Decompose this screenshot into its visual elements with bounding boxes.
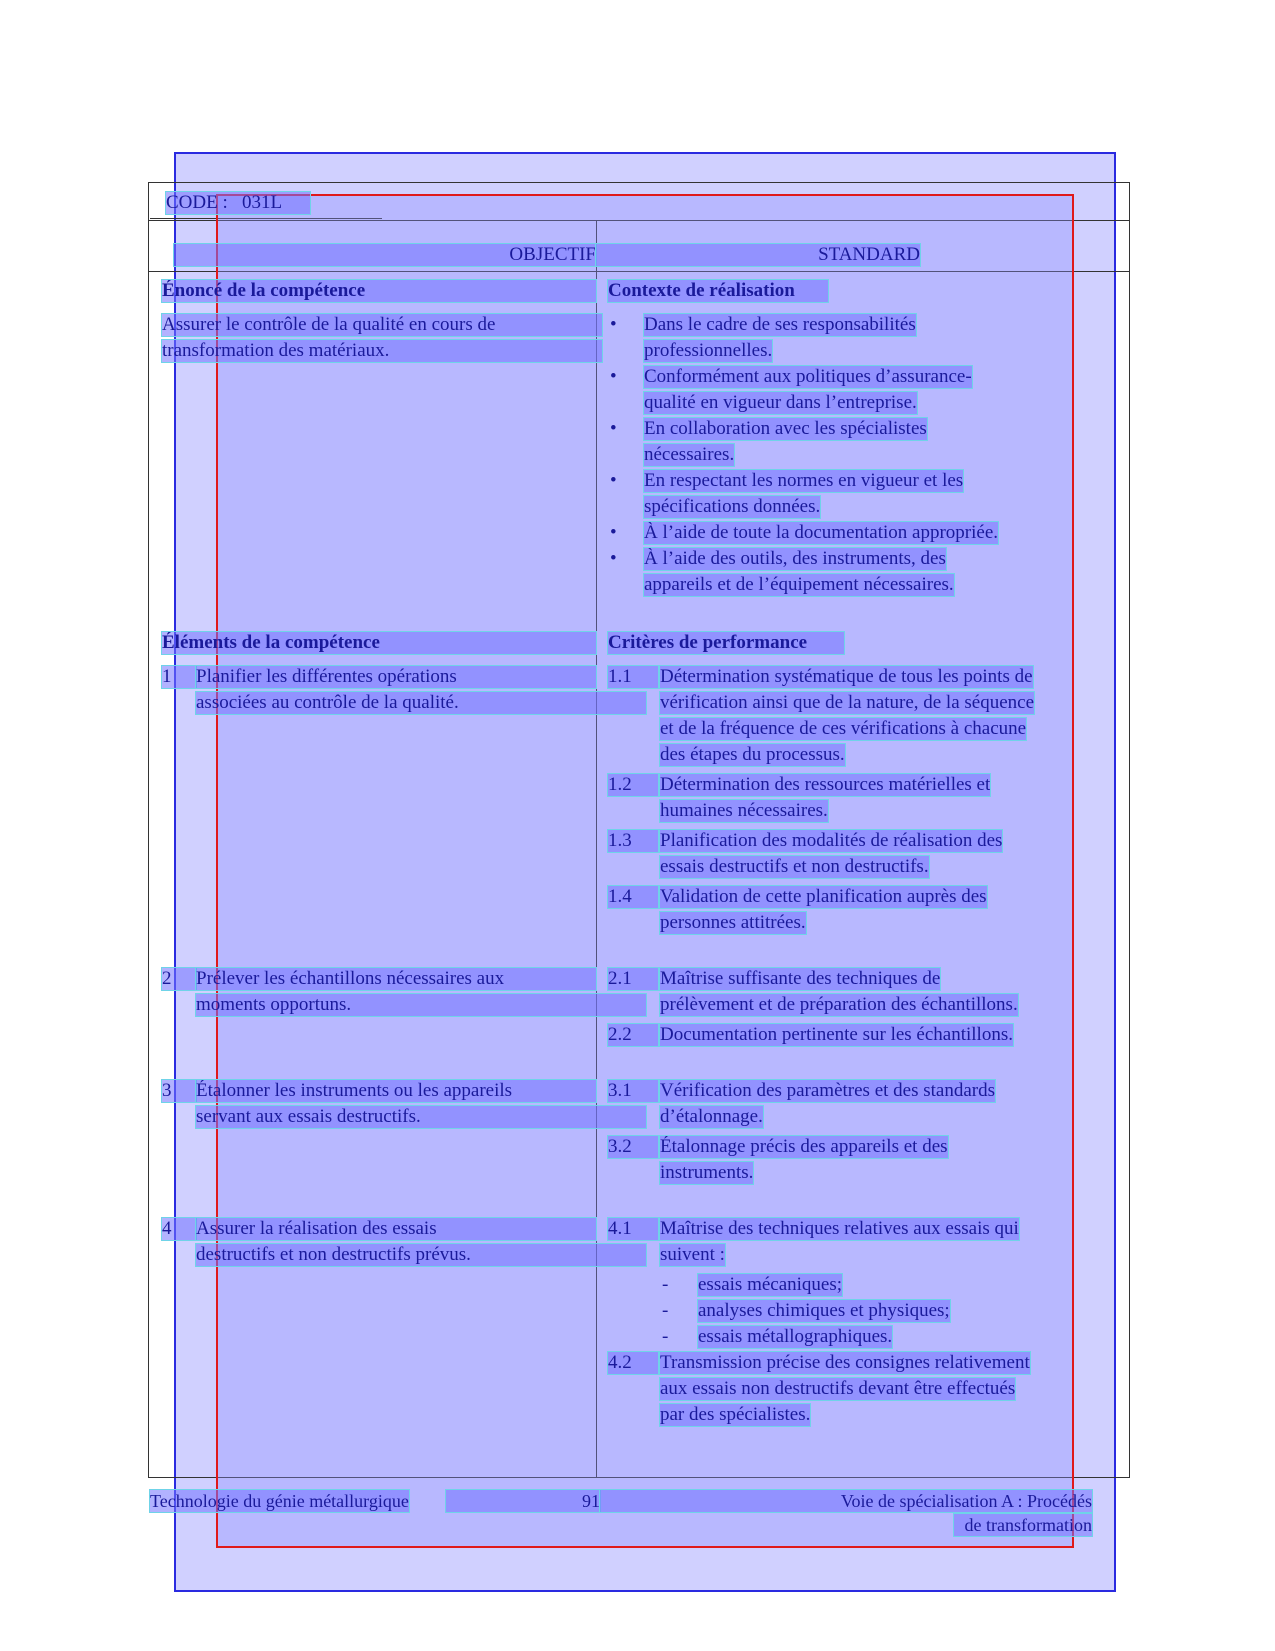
- footer-left: Technologie du génie métallurgique: [150, 1491, 409, 1511]
- contexte-title: Contexte de réalisation: [608, 280, 828, 302]
- critere-number: 4.2: [608, 1352, 658, 1374]
- critere-number: 3.2: [608, 1136, 658, 1158]
- element-1-line-1: Planifier les différentes opérations: [196, 666, 596, 688]
- sub-item-dash: -: [662, 1300, 669, 1321]
- critere-4-2-line-1: Transmission précise des consignes relativement: [660, 1352, 1030, 1373]
- element-4-line-2: destructifs et non destructifs prévus.: [196, 1244, 646, 1266]
- sub-item-dash: -: [662, 1326, 669, 1347]
- critere-1-4-line-1: Validation de cette planification auprès des: [660, 886, 987, 907]
- code-label-text: CODE :: [166, 192, 228, 213]
- critere-3-1-line-1: Vérification des paramètres et des standards: [660, 1080, 996, 1101]
- element-number: 4: [162, 1218, 196, 1240]
- critere-number: 4.1: [608, 1218, 658, 1240]
- critere-number: 2.1: [608, 968, 658, 990]
- element-2-line-2: moments opportuns.: [196, 994, 646, 1016]
- elements-title: Éléments de la compétence: [162, 632, 596, 654]
- element-4-line-1: Assurer la réalisation des essais: [196, 1218, 596, 1240]
- element-number: 2: [162, 968, 196, 990]
- sub-item-3: essais métallographiques.: [698, 1326, 893, 1347]
- contexte-item-3-line-1: En collaboration avec les spécialistes: [644, 418, 927, 439]
- critere-number: 1.3: [608, 830, 658, 852]
- footer-page-number: 91: [446, 1490, 600, 1512]
- criteres-title: Critères de performance: [608, 632, 844, 654]
- critere-1-1-line-1: Détermination systématique de tous les points de: [660, 666, 1033, 687]
- sub-item-1: essais mécaniques;: [698, 1274, 843, 1295]
- critere-3-1-line-2: d’étalonnage.: [660, 1106, 763, 1127]
- contexte-item-4-line-1: En respectant les normes en vigueur et les: [644, 470, 964, 491]
- sub-item-2: analyses chimiques et physiques;: [698, 1300, 950, 1321]
- contexte-item-4-line-2: spécifications données.: [644, 496, 821, 517]
- contexte-bullet: •: [610, 314, 617, 335]
- critere-2-1-line-1: Maîtrise suffisante des techniques de: [660, 968, 941, 989]
- enonce-line-1: Assurer le contrôle de la qualité en cours de: [162, 314, 602, 336]
- contexte-bullet: •: [610, 522, 617, 543]
- critere-1-3-line-1: Planification des modalités de réalisation des: [660, 830, 1003, 851]
- standard-header: STANDARD: [596, 244, 920, 266]
- contexte-bullet: •: [610, 418, 617, 439]
- critere-1-1-line-4: des étapes du processus.: [660, 744, 845, 765]
- element-number: 3: [162, 1080, 196, 1102]
- contexte-item-3-line-2: nécessaires.: [644, 444, 735, 465]
- element-3-line-1: Étalonner les instruments ou les appareils: [196, 1080, 596, 1102]
- contexte-item-6-line-2: appareils et de l’équipement nécessaires.: [644, 574, 954, 595]
- element-number: 1: [162, 666, 196, 688]
- critere-number: 2.2: [608, 1024, 658, 1046]
- critere-2-1-line-2: prélèvement et de préparation des échantillons.: [660, 994, 1018, 1015]
- element-2-line-1: Prélever les échantillons nécessaires aux: [196, 968, 596, 990]
- critere-number: 3.1: [608, 1080, 658, 1102]
- critere-number: 1.2: [608, 774, 658, 796]
- critere-1-2-line-2: humaines nécessaires.: [660, 800, 828, 821]
- contexte-item-5-line-1: À l’aide de toute la documentation appropriée.: [644, 522, 999, 543]
- critere-1-3-line-2: essais destructifs et non destructifs.: [660, 856, 929, 877]
- critere-number: 1.4: [608, 886, 658, 908]
- contexte-item-6-line-1: À l’aide des outils, des instruments, des: [644, 548, 946, 569]
- element-1-line-2: associées au contrôle de la qualité.: [196, 692, 646, 714]
- contexte-bullet: •: [610, 548, 617, 569]
- critere-1-4-line-2: personnes attitrées.: [660, 912, 806, 933]
- footer-right-line-2: de transformation: [954, 1514, 1092, 1536]
- sub-item-dash: -: [662, 1274, 669, 1295]
- critere-4-2-line-2: aux essais non destructifs devant être effectués: [660, 1378, 1016, 1399]
- critere-number: 1.1: [608, 666, 658, 688]
- critere-4-1-line-2: suivent :: [660, 1244, 725, 1265]
- contexte-item-2-line-1: Conformément aux politiques d’assurance-: [644, 366, 972, 387]
- contexte-item-2-line-2: qualité en vigueur dans l’entreprise.: [644, 392, 917, 413]
- critere-2-2-line-1: Documentation pertinente sur les échantillons.: [660, 1024, 1013, 1045]
- critere-1-1-line-2: vérification ainsi que de la nature, de la séquence: [660, 692, 1035, 713]
- enonce-line-2: transformation des matériaux.: [162, 340, 602, 362]
- critere-3-2-line-2: instruments.: [660, 1162, 754, 1183]
- critere-1-2-line-1: Détermination des ressources matérielles et: [660, 774, 991, 795]
- critere-4-1-line-1: Maîtrise des techniques relatives aux essais qui: [660, 1218, 1019, 1239]
- contexte-item-1-line-2: professionnelles.: [644, 340, 773, 361]
- objectif-header: OBJECTIF: [174, 244, 596, 266]
- enonce-title: Énoncé de la compétence: [162, 280, 596, 302]
- element-3-line-2: servant aux essais destructifs.: [196, 1106, 646, 1128]
- contexte-bullet: •: [610, 366, 617, 387]
- footer-right-line-1: Voie de spécialisation A : Procédés: [600, 1490, 1092, 1512]
- critere-4-2-line-3: par des spécialistes.: [660, 1404, 811, 1425]
- code-value: 031L: [242, 192, 283, 213]
- critere-1-1-line-3: et de la fréquence de ces vérifications à chacune: [660, 718, 1027, 739]
- code-label: [166, 192, 310, 214]
- critere-3-2-line-1: Étalonnage précis des appareils et des: [660, 1136, 948, 1157]
- contexte-item-1-line-1: Dans le cadre de ses responsabilités: [644, 314, 916, 335]
- contexte-bullet: •: [610, 470, 617, 491]
